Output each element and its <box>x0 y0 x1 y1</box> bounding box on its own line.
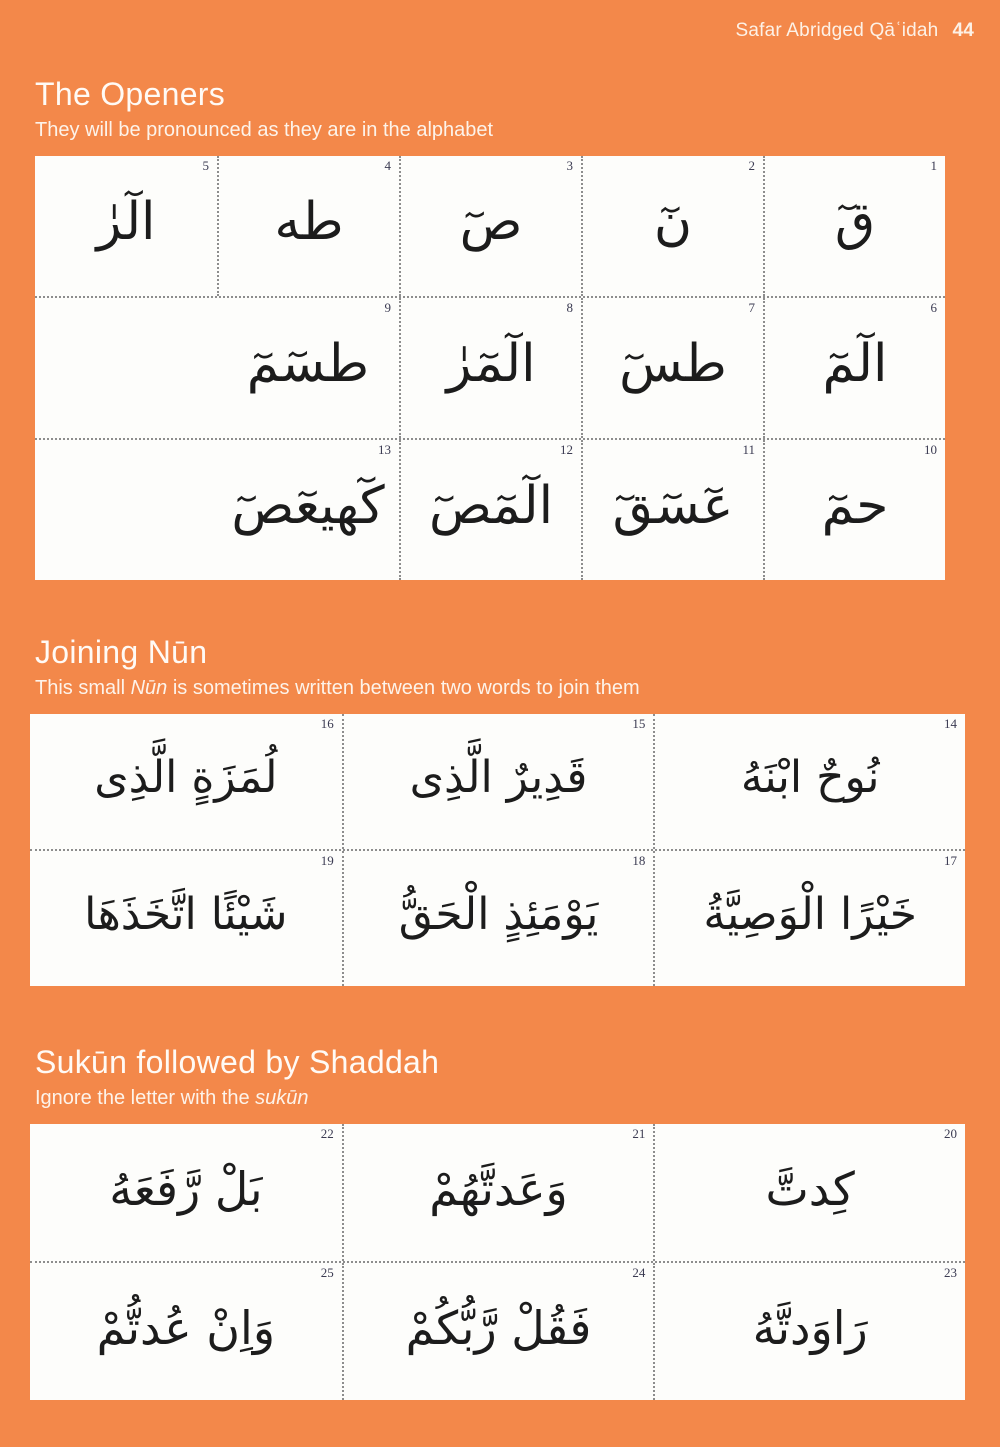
exercise-cell-15[interactable] <box>342 714 654 849</box>
cell-number: 16 <box>320 715 334 731</box>
exercise-cell-1[interactable] <box>763 156 945 296</box>
section-header-joining-nun <box>0 636 1000 700</box>
arabic-text: رَاوَدتَّهُ <box>752 1300 868 1355</box>
page-number: 44 <box>952 20 974 41</box>
cell-number: 18 <box>632 852 646 868</box>
exercise-cell-12[interactable] <box>399 440 581 580</box>
section-header-the-openers <box>0 78 1000 142</box>
cell-number: 2 <box>748 157 755 173</box>
arabic-text: كِدتَّ <box>765 1161 855 1216</box>
arabic-text: لُمَزَةٍ الَّذِى <box>94 751 278 803</box>
arabic-text: الٓرٰ <box>96 191 156 252</box>
subtitle-emphasis: sukūn <box>255 1086 309 1109</box>
grid-the-openers <box>35 156 945 580</box>
section-subtitle <box>35 1086 1000 1110</box>
cell-number: 23 <box>944 1264 957 1280</box>
grid-sukun-shaddah <box>30 1124 965 1400</box>
grid-row <box>30 851 965 986</box>
cell-number: 12 <box>560 441 573 457</box>
cell-number: 1 <box>930 157 937 173</box>
exercise-cell-17[interactable] <box>653 851 965 986</box>
cell-number: 22 <box>320 1125 334 1141</box>
subtitle-text: is sometimes written between two words to join them <box>167 676 640 699</box>
exercise-cell-6[interactable] <box>763 298 945 438</box>
arabic-text: نُوحٌ ابْنَهُ <box>740 751 880 803</box>
cell-number: 24 <box>632 1264 646 1280</box>
exercise-cell-4[interactable] <box>217 156 399 296</box>
arabic-text: نٓ <box>653 191 693 252</box>
cell-number: 15 <box>632 715 646 731</box>
cell-number: 21 <box>632 1125 646 1141</box>
arabic-text: خَيْرًا الْوَصِيَّةُ <box>703 888 917 940</box>
section-title: Sukūn followed by Shaddah <box>35 1044 440 1080</box>
grid-joining-nun <box>30 714 965 986</box>
section-subtitle <box>35 676 1000 700</box>
cell-number: 17 <box>944 852 957 868</box>
grid-row <box>35 440 945 580</box>
subtitle-text: They will be pronounced as they are in the alphabet <box>35 118 494 141</box>
cell-number: 9 <box>384 299 391 315</box>
exercise-cell-24[interactable] <box>342 1263 654 1400</box>
exercise-cell-3[interactable] <box>399 156 581 296</box>
grid-row <box>30 714 965 851</box>
exercise-cell-5[interactable] <box>35 156 217 296</box>
exercise-cell-9[interactable] <box>217 298 399 438</box>
grid-row <box>35 156 945 298</box>
exercise-cell-25[interactable] <box>30 1263 342 1400</box>
book-title: Safar Abridged Qāʿidah <box>735 20 939 41</box>
section-joining-nun <box>0 636 1000 986</box>
exercise-cell-21[interactable] <box>342 1124 654 1261</box>
section-sukun-followed-by-shaddah <box>0 1046 1000 1400</box>
cell-number: 11 <box>742 441 755 457</box>
exercise-cell-8[interactable] <box>399 298 581 438</box>
grid-row <box>35 298 945 440</box>
cell-number: 19 <box>320 852 334 868</box>
arabic-text: صٓ <box>459 191 523 252</box>
cell-number: 4 <box>384 157 391 173</box>
exercise-cell-16[interactable] <box>30 714 342 849</box>
section-header-sukun-shaddah <box>0 1046 1000 1110</box>
grid-row <box>30 1124 965 1263</box>
arabic-text: عٓسٓقٓ <box>612 475 734 536</box>
arabic-text: فَقُلْ رَّبُّكُمْ <box>405 1300 592 1355</box>
exercise-cell-7[interactable] <box>581 298 763 438</box>
exercise-cell-10[interactable] <box>763 440 945 580</box>
arabic-text: بَلْ رَّفَعَهُ <box>109 1161 263 1216</box>
cell-number: 8 <box>566 299 573 315</box>
section-title: Joining Nūn <box>35 634 208 670</box>
exercise-cell-18[interactable] <box>342 851 654 986</box>
arabic-text: طه <box>274 191 344 252</box>
arabic-text: وَعَدتَّهُمْ <box>429 1161 568 1216</box>
exercise-cell-22[interactable] <box>30 1124 342 1261</box>
exercise-cell-2[interactable] <box>581 156 763 296</box>
cell-number: 14 <box>944 715 957 731</box>
subtitle-text: Ignore the letter with the <box>35 1086 256 1109</box>
arabic-text: الٓمٓرٰ <box>446 333 536 394</box>
section-title: The Openers <box>35 76 226 112</box>
cell-number: 13 <box>378 441 391 457</box>
page-header <box>735 20 974 42</box>
arabic-text: قٓ <box>834 191 876 252</box>
arabic-text: يَوْمَئِذٍ الْحَقُّ <box>398 888 599 940</box>
exercise-cell-19[interactable] <box>30 851 342 986</box>
arabic-text: شَيْئًا اتَّخَذَهَا <box>84 888 288 940</box>
section-subtitle <box>35 118 1000 142</box>
arabic-text: حمٓ <box>821 475 889 536</box>
section-the-openers <box>0 78 1000 580</box>
cell-number: 6 <box>930 299 937 315</box>
subtitle-text: This small <box>35 676 131 699</box>
cell-number: 25 <box>320 1264 334 1280</box>
cell-number: 20 <box>944 1125 957 1141</box>
cell-number: 3 <box>566 157 573 173</box>
arabic-text: وَاِنْ عُدتُّمْ <box>96 1300 276 1355</box>
grid-row <box>30 1263 965 1400</box>
exercise-cell-20[interactable] <box>653 1124 965 1261</box>
arabic-text: الٓمٓ <box>822 333 888 394</box>
arabic-text: طسٓمٓ <box>246 333 370 394</box>
exercise-cell-13[interactable] <box>217 440 399 580</box>
exercise-cell-14[interactable] <box>653 714 965 849</box>
exercise-cell-11[interactable] <box>581 440 763 580</box>
cell-number: 5 <box>202 157 209 173</box>
cell-number: 10 <box>924 441 937 457</box>
arabic-text: كٓهيعٓصٓ <box>231 475 385 536</box>
arabic-text: طسٓ <box>619 333 727 394</box>
subtitle-emphasis: Nūn <box>130 676 168 699</box>
exercise-cell-23[interactable] <box>653 1263 965 1400</box>
cell-number: 7 <box>748 299 755 315</box>
arabic-text: قَدِيرٌ الَّذِى <box>409 751 588 803</box>
arabic-text: الٓمٓصٓ <box>428 475 554 536</box>
